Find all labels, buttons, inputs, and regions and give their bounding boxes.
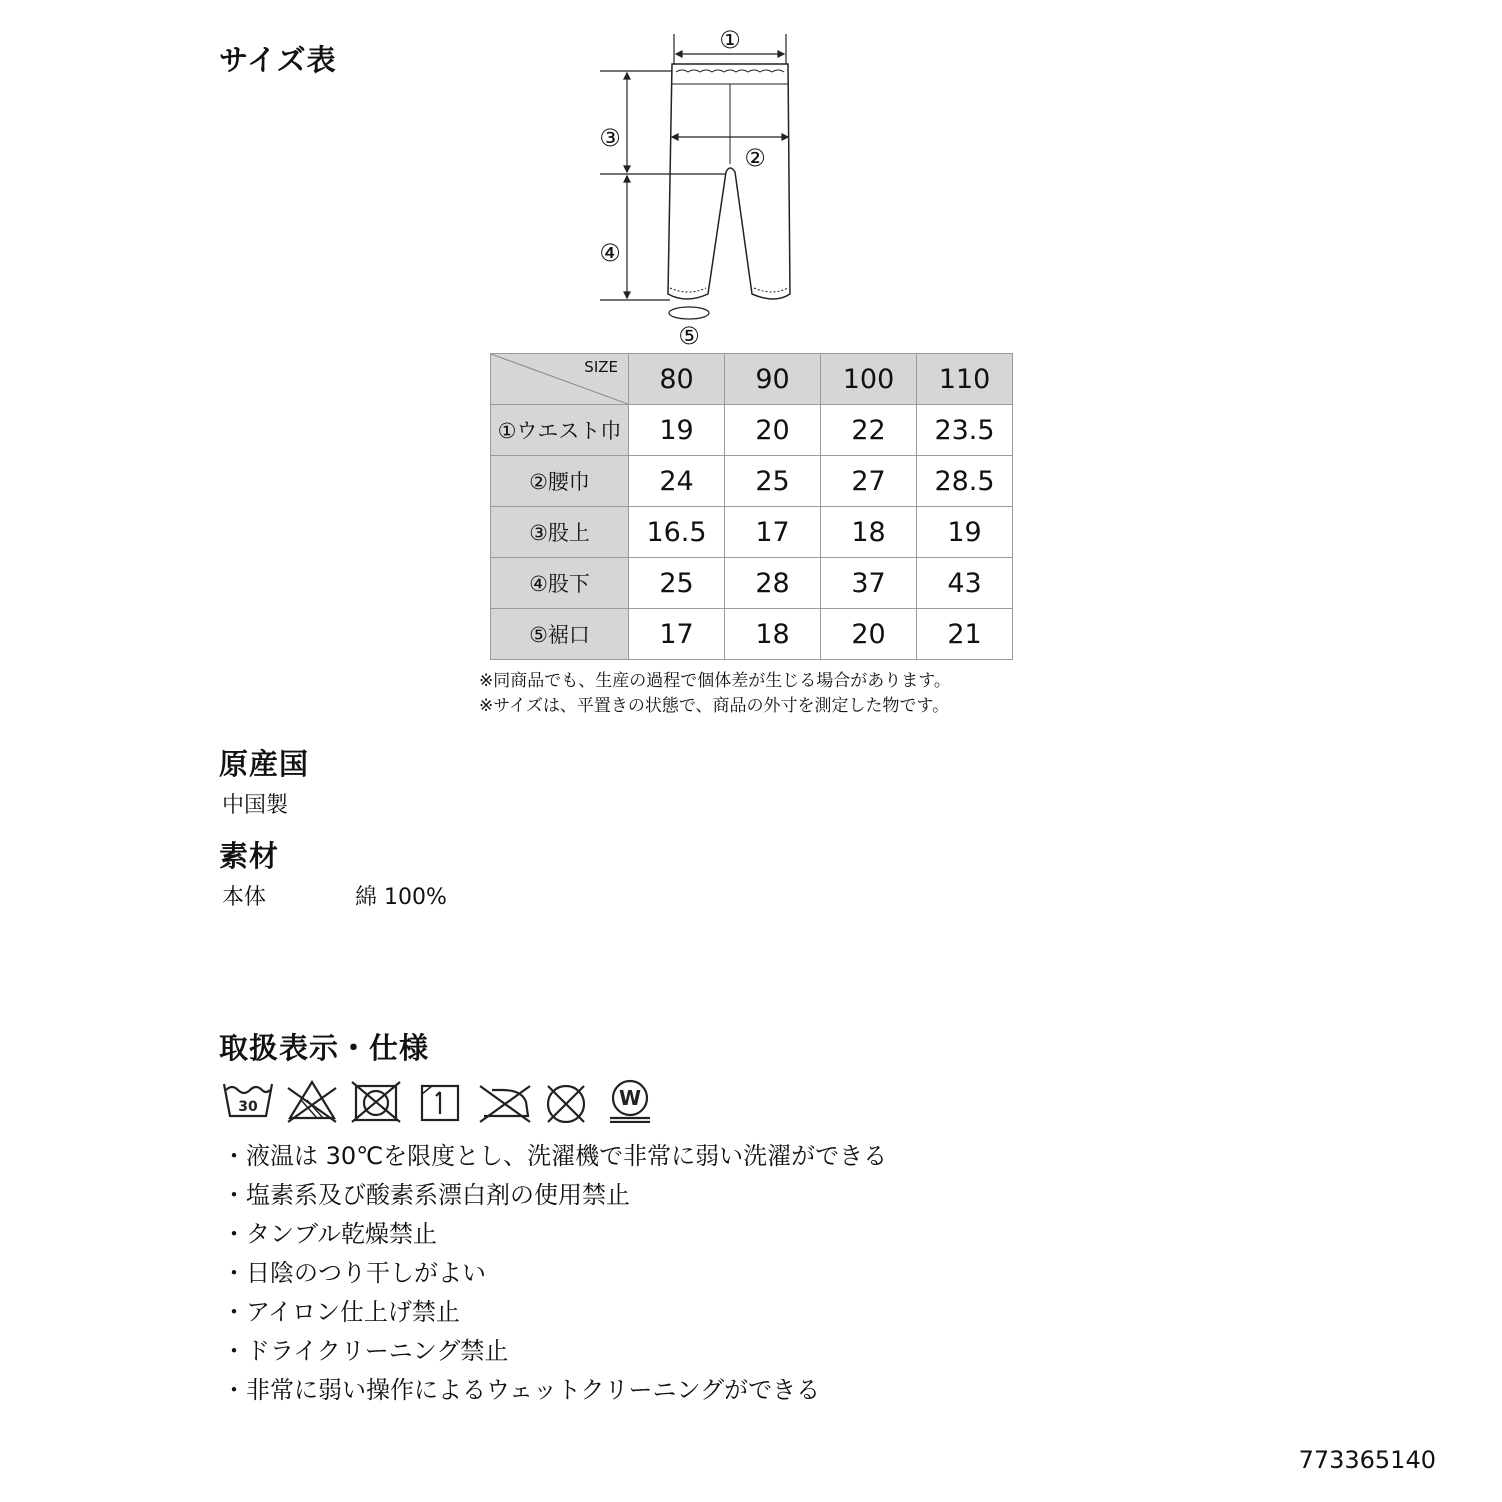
row-label: ④股下 — [491, 558, 629, 609]
care-instruction: ・日陰のつり干しがよい — [222, 1259, 486, 1287]
size-table — [490, 353, 1013, 660]
care-icons — [222, 1078, 662, 1123]
size-header: 90 — [725, 354, 821, 405]
diagram-marker-4: ④ — [599, 239, 621, 267]
material-part: 本体 — [222, 885, 267, 910]
care-instruction: ・液温は 30℃を限度とし、洗濯機で非常に弱い洗濯ができる — [222, 1142, 888, 1170]
table-cell: 17 — [629, 609, 725, 660]
care-heading: 取扱表示・仕様 — [219, 1031, 430, 1065]
row-label: ⑤裾口 — [491, 609, 629, 660]
table-cell: 22 — [821, 405, 917, 456]
table-cell: 23.5 — [917, 405, 1013, 456]
size-header: 80 — [629, 354, 725, 405]
care-instruction: ・タンブル乾燥禁止 — [222, 1220, 438, 1248]
table-cell: 21 — [917, 609, 1013, 660]
table-cell: 19 — [917, 507, 1013, 558]
size-chart-heading: サイズ表 — [219, 43, 337, 77]
no-dry-clean-icon — [548, 1086, 584, 1122]
diagram-marker-5: ⑤ — [678, 322, 700, 350]
care-instruction: ・塩素系及び酸素系漂白剤の使用禁止 — [222, 1181, 630, 1209]
table-cell: 37 — [821, 558, 917, 609]
care-instruction: ・アイロン仕上げ禁止 — [222, 1298, 460, 1326]
diagram-marker-2: ② — [744, 144, 766, 172]
table-cell: 27 — [821, 456, 917, 507]
table-cell: 28.5 — [917, 456, 1013, 507]
table-cell: 20 — [821, 609, 917, 660]
diagram-marker-3: ③ — [599, 124, 621, 152]
table-row — [491, 405, 1013, 456]
size-table-header-row — [491, 354, 1013, 405]
pants-measurement-diagram — [590, 24, 820, 354]
care-instruction: ・非常に弱い操作によるウェットクリーニングができる — [222, 1376, 821, 1404]
wet-clean-gentle-icon — [610, 1081, 650, 1122]
row-label: ①ウエスト巾 — [491, 405, 629, 456]
row-label: ②腰巾 — [491, 456, 629, 507]
diagram-marker-1: ① — [719, 26, 741, 54]
origin-heading: 原産国 — [219, 747, 310, 781]
row-label: ③股上 — [491, 507, 629, 558]
table-row — [491, 456, 1013, 507]
origin-value: 中国製 — [222, 793, 289, 818]
table-cell: 20 — [725, 405, 821, 456]
care-instruction: ・ドライクリーニング禁止 — [222, 1337, 509, 1365]
table-cell: 18 — [725, 609, 821, 660]
table-row — [491, 558, 1013, 609]
wash-30-icon — [224, 1084, 272, 1116]
product-code: 773365140 — [1298, 1446, 1436, 1474]
svg-text:30: 30 — [238, 1099, 258, 1115]
line-dry-shade-icon — [422, 1086, 458, 1120]
table-row — [491, 609, 1013, 660]
table-cell: 25 — [725, 456, 821, 507]
no-iron-icon — [480, 1086, 530, 1122]
material-heading: 素材 — [219, 839, 280, 873]
material-composition: 綿 100% — [355, 885, 447, 910]
table-cell: 43 — [917, 558, 1013, 609]
table-cell: 19 — [629, 405, 725, 456]
table-cell: 24 — [629, 456, 725, 507]
table-cell: 16.5 — [629, 507, 725, 558]
table-row — [491, 507, 1013, 558]
size-note: ※同商品でも、生産の過程で個体差が生じる場合があります。 — [479, 671, 951, 691]
table-cell: 18 — [821, 507, 917, 558]
size-note: ※サイズは、平置きの状態で、商品の外寸を測定した物です。 — [479, 696, 950, 716]
size-table-corner — [491, 354, 629, 405]
no-tumble-dry-icon — [352, 1082, 400, 1122]
table-cell: 17 — [725, 507, 821, 558]
size-header: 110 — [917, 354, 1013, 405]
size-header: 100 — [821, 354, 917, 405]
table-cell: 25 — [629, 558, 725, 609]
no-bleach-icon — [288, 1082, 336, 1122]
svg-text:W: W — [618, 1086, 642, 1110]
table-cell: 28 — [725, 558, 821, 609]
size-corner-label: SIZE — [584, 358, 618, 376]
